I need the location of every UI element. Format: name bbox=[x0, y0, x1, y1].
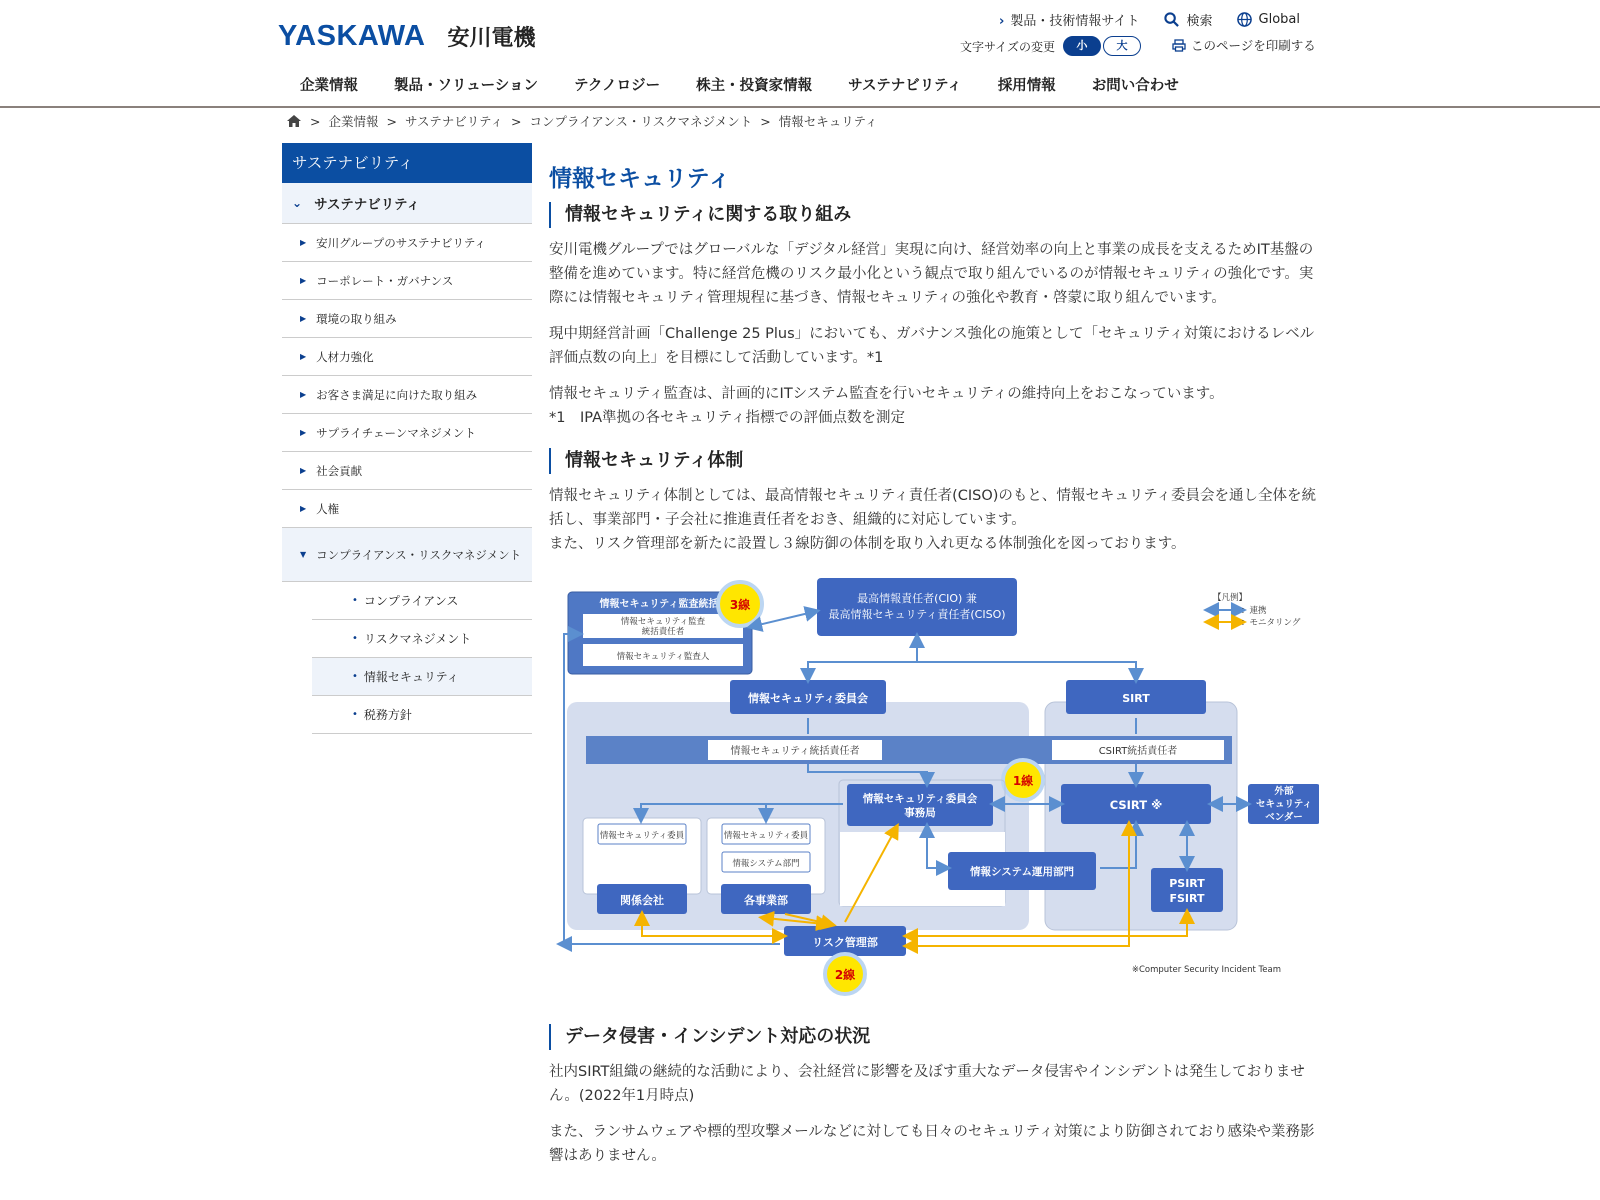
triangle-right-icon: ▶ bbox=[300, 390, 307, 399]
sidebar-item-environment[interactable]: ▶ 環境の取り組み bbox=[282, 300, 532, 338]
printer-icon bbox=[1172, 39, 1186, 52]
csirt-lead: CSIRT統括責任者 bbox=[1098, 746, 1178, 757]
paragraph: 情報セキュリティ監査は、計画的にITシステム監査を行いセキュリティの維持向上をおこなっています。 bbox=[549, 386, 1224, 402]
sysdept: 情報システム部門 bbox=[732, 859, 800, 869]
triangle-right-icon: ▶ bbox=[300, 428, 307, 437]
isec-lead: 情報セキュリティ統括責任者 bbox=[730, 746, 860, 757]
section-heading-incident: データ侵害・インシデント対応の状況 bbox=[549, 1024, 1319, 1050]
sidebar-sub-infosec[interactable]: • 情報セキュリティ bbox=[312, 658, 532, 696]
csirt-box: CSIRT ※ bbox=[1109, 798, 1163, 812]
main-content bbox=[549, 160, 1319, 1180]
paragraph: 社内SIRT組織の継続的な活動により、会社経営に影響を及ぼす重大なデータ侵害やインシデントは発生しておりません。(2022年1月時点) bbox=[549, 1064, 1305, 1104]
psirt-line2: FSIRT bbox=[1169, 892, 1205, 905]
sidebar bbox=[282, 143, 532, 734]
section-heading-initiatives: 情報セキュリティに関する取り組み bbox=[549, 202, 1319, 228]
home-icon[interactable] bbox=[286, 114, 302, 128]
bullet-icon: • bbox=[352, 595, 358, 606]
paragraph: 安川電機グループではグローバルな「デジタル経営」実現に向け、経営効率の向上と事業の成長を支えるためIT基盤の整備を進めています。特に経営危機のリスク最小化という観点で取り組んでいるのが情報セキュリティの強化です。実際には情報セキュリティ管理規程に基づき、情報セキュリティの強化や教育・啓蒙に取り組んでいます。 bbox=[549, 242, 1314, 306]
breadcrumb-sustainability[interactable]: サステナビリティ bbox=[404, 114, 503, 129]
sidebar-sub-risk[interactable]: • リスクマネジメント bbox=[312, 620, 532, 658]
paragraph: また、ランサムウェアや標的型攻撃メールなどに対しても日々のセキュリティ対策により防御されており感染や業務影響はありません。 bbox=[549, 1124, 1315, 1164]
utility-links bbox=[999, 10, 1300, 29]
ext-line2: セキュリティ bbox=[1255, 799, 1313, 810]
triangle-right-icon: ▶ bbox=[300, 352, 307, 361]
gnav-sustainability[interactable]: サステナビリティ bbox=[848, 78, 962, 94]
office-line1: 情報セキュリティ委員会 bbox=[862, 793, 978, 805]
font-large-button[interactable]: 大 bbox=[1103, 36, 1141, 56]
site-header bbox=[0, 0, 1600, 108]
paragraph: 情報セキュリティ体制としては、最高情報セキュリティ責任者(CISO)のもと、情報セキュリティ委員会を通し全体を統括し、事業部門・子会社に推進責任者をおき、組織的に対応しています。 bbox=[549, 488, 1316, 528]
bullet-icon: • bbox=[352, 671, 358, 682]
logo[interactable] bbox=[278, 20, 535, 53]
sidebar-sub-tax[interactable]: • 税務方針 bbox=[312, 696, 532, 734]
triangle-right-icon: ▶ bbox=[300, 238, 307, 247]
font-small-button[interactable]: 小 bbox=[1063, 36, 1101, 56]
legend-monitor: ：モニタリング bbox=[1241, 618, 1301, 628]
sidebar-item-customer[interactable]: ▶ お客さま満足に向けた取り組み bbox=[282, 376, 532, 414]
breadcrumb-company[interactable]: 企業情報 bbox=[328, 114, 379, 129]
ops-box: 情報システム運用部門 bbox=[970, 866, 1074, 878]
divisions-box: 各事業部 bbox=[744, 894, 788, 907]
print-link[interactable]: このページを印刷する bbox=[1172, 36, 1316, 54]
audit-title: 情報セキュリティ監査統括 bbox=[599, 599, 719, 610]
sidebar-title[interactable]: サステナビリティ bbox=[282, 143, 532, 183]
triangle-right-icon: ▶ bbox=[300, 314, 307, 323]
triangle-down-icon: ▼ bbox=[300, 550, 307, 559]
triangle-right-icon: ▶ bbox=[300, 276, 307, 285]
search-link[interactable]: 検索 bbox=[1164, 10, 1213, 29]
committee-box: 情報セキュリティ委員会 bbox=[748, 692, 868, 705]
ext-line3: ベンダー bbox=[1265, 812, 1303, 823]
member-b: 情報セキュリティ委員 bbox=[723, 831, 809, 841]
ciso-line1: 最高情報責任者(CIO) 兼 bbox=[857, 592, 977, 605]
page-title: 情報セキュリティ bbox=[549, 166, 731, 192]
triangle-right-icon: ▶ bbox=[300, 504, 307, 513]
audit-lead-2: 統括責任者 bbox=[641, 627, 685, 637]
paragraph: 現中期経営計画「Challenge 25 Plus」においても、ガバナンス強化の施策として「セキュリティ対策におけるレベル評価点数の向上」を目標にして活動しています。*1 bbox=[549, 326, 1315, 366]
chevron-right-icon: › bbox=[999, 14, 1005, 29]
global-nav bbox=[300, 74, 1179, 95]
logo-ja: 安川電機 bbox=[447, 26, 536, 51]
paragraph: また、リスク管理部を新たに設置し３線防御の体制を取り入れ更なる体制強化を図っております。 bbox=[549, 536, 1186, 552]
sidebar-item-supply-chain[interactable]: ▶ サプライチェーンマネジメント bbox=[282, 414, 532, 452]
breadcrumb-compliance[interactable]: コンプライアンス・リスクマネジメント bbox=[529, 114, 753, 129]
gnav-careers[interactable]: 採用情報 bbox=[997, 78, 1056, 94]
gnav-technology[interactable]: テクノロジー bbox=[573, 78, 661, 94]
sirt-box: SIRT bbox=[1122, 692, 1150, 705]
globe-icon bbox=[1237, 12, 1252, 27]
line3-badge: 3線 bbox=[729, 598, 751, 612]
global-link[interactable]: Global bbox=[1237, 12, 1300, 27]
section-heading-structure: 情報セキュリティ体制 bbox=[549, 448, 1319, 474]
search-icon bbox=[1164, 12, 1179, 27]
footnote-text: *1 IPA準拠の各セキュリティ指標での評価点数を測定 bbox=[549, 410, 906, 426]
sidebar-item-talent[interactable]: ▶ 人材力強化 bbox=[282, 338, 532, 376]
logo-en: YASKAWA bbox=[278, 20, 426, 52]
sidebar-item-compliance[interactable]: ▼ コンプライアンス・リスクマネジメント bbox=[282, 528, 532, 582]
gnav-company[interactable]: 企業情報 bbox=[300, 78, 358, 94]
ciso-line2: 最高情報セキュリティ責任者(CISO) bbox=[828, 608, 1006, 621]
font-size-label: 文字サイズの変更 bbox=[960, 39, 1056, 54]
risk-box: リスク管理部 bbox=[812, 936, 878, 949]
sidebar-item-human-rights[interactable]: ▶ 人権 bbox=[282, 490, 532, 528]
legend-title: 【凡例】 bbox=[1213, 593, 1248, 603]
chevron-down-icon: ⌄ bbox=[292, 196, 303, 210]
line2-badge: 2線 bbox=[834, 968, 856, 982]
sidebar-item-group[interactable]: ▶ 安川グループのサステナビリティ bbox=[282, 224, 532, 262]
security-structure-diagram bbox=[549, 572, 1319, 1006]
breadcrumb-current: 情報セキュリティ bbox=[778, 114, 878, 129]
audit-lead-1: 情報セキュリティ監査 bbox=[620, 617, 706, 627]
gnav-contact[interactable]: お問い合わせ bbox=[1091, 78, 1179, 94]
psirt-line1: PSIRT bbox=[1169, 877, 1205, 890]
audit-auditor: 情報セキュリティ監査人 bbox=[616, 652, 710, 662]
triangle-right-icon: ▶ bbox=[300, 466, 307, 475]
product-site-link[interactable]: › 製品・技術情報サイト bbox=[999, 14, 1140, 29]
diagram-footnote: ※Computer Security Incident Team bbox=[1131, 965, 1281, 975]
ext-line1: 外部 bbox=[1274, 786, 1294, 797]
gnav-investors[interactable]: 株主・投資家情報 bbox=[696, 78, 813, 94]
affiliates-box: 関係会社 bbox=[620, 894, 664, 907]
bullet-icon: • bbox=[352, 633, 358, 644]
gnav-products[interactable]: 製品・ソリューション bbox=[394, 78, 538, 94]
breadcrumb: > 企業情報 > サステナビリティ > コンプライアンス・リスクマネジメント > 情報セキュリティ bbox=[286, 112, 878, 130]
bullet-icon: • bbox=[352, 709, 358, 720]
office-line2: 事務局 bbox=[904, 807, 936, 819]
legend-link: ：連携 bbox=[1241, 606, 1267, 616]
sidebar-item-governance[interactable]: ▶ コーポレート・ガバナンス bbox=[282, 262, 532, 300]
line1-badge: 1線 bbox=[1012, 774, 1034, 788]
font-size-control bbox=[960, 36, 1141, 56]
member-a: 情報セキュリティ委員 bbox=[599, 831, 685, 841]
sidebar-head[interactable]: ⌄ サステナビリティ bbox=[282, 183, 532, 224]
sidebar-sub-compliance[interactable]: • コンプライアンス bbox=[312, 582, 532, 620]
sidebar-item-social[interactable]: ▶ 社会貢献 bbox=[282, 452, 532, 490]
